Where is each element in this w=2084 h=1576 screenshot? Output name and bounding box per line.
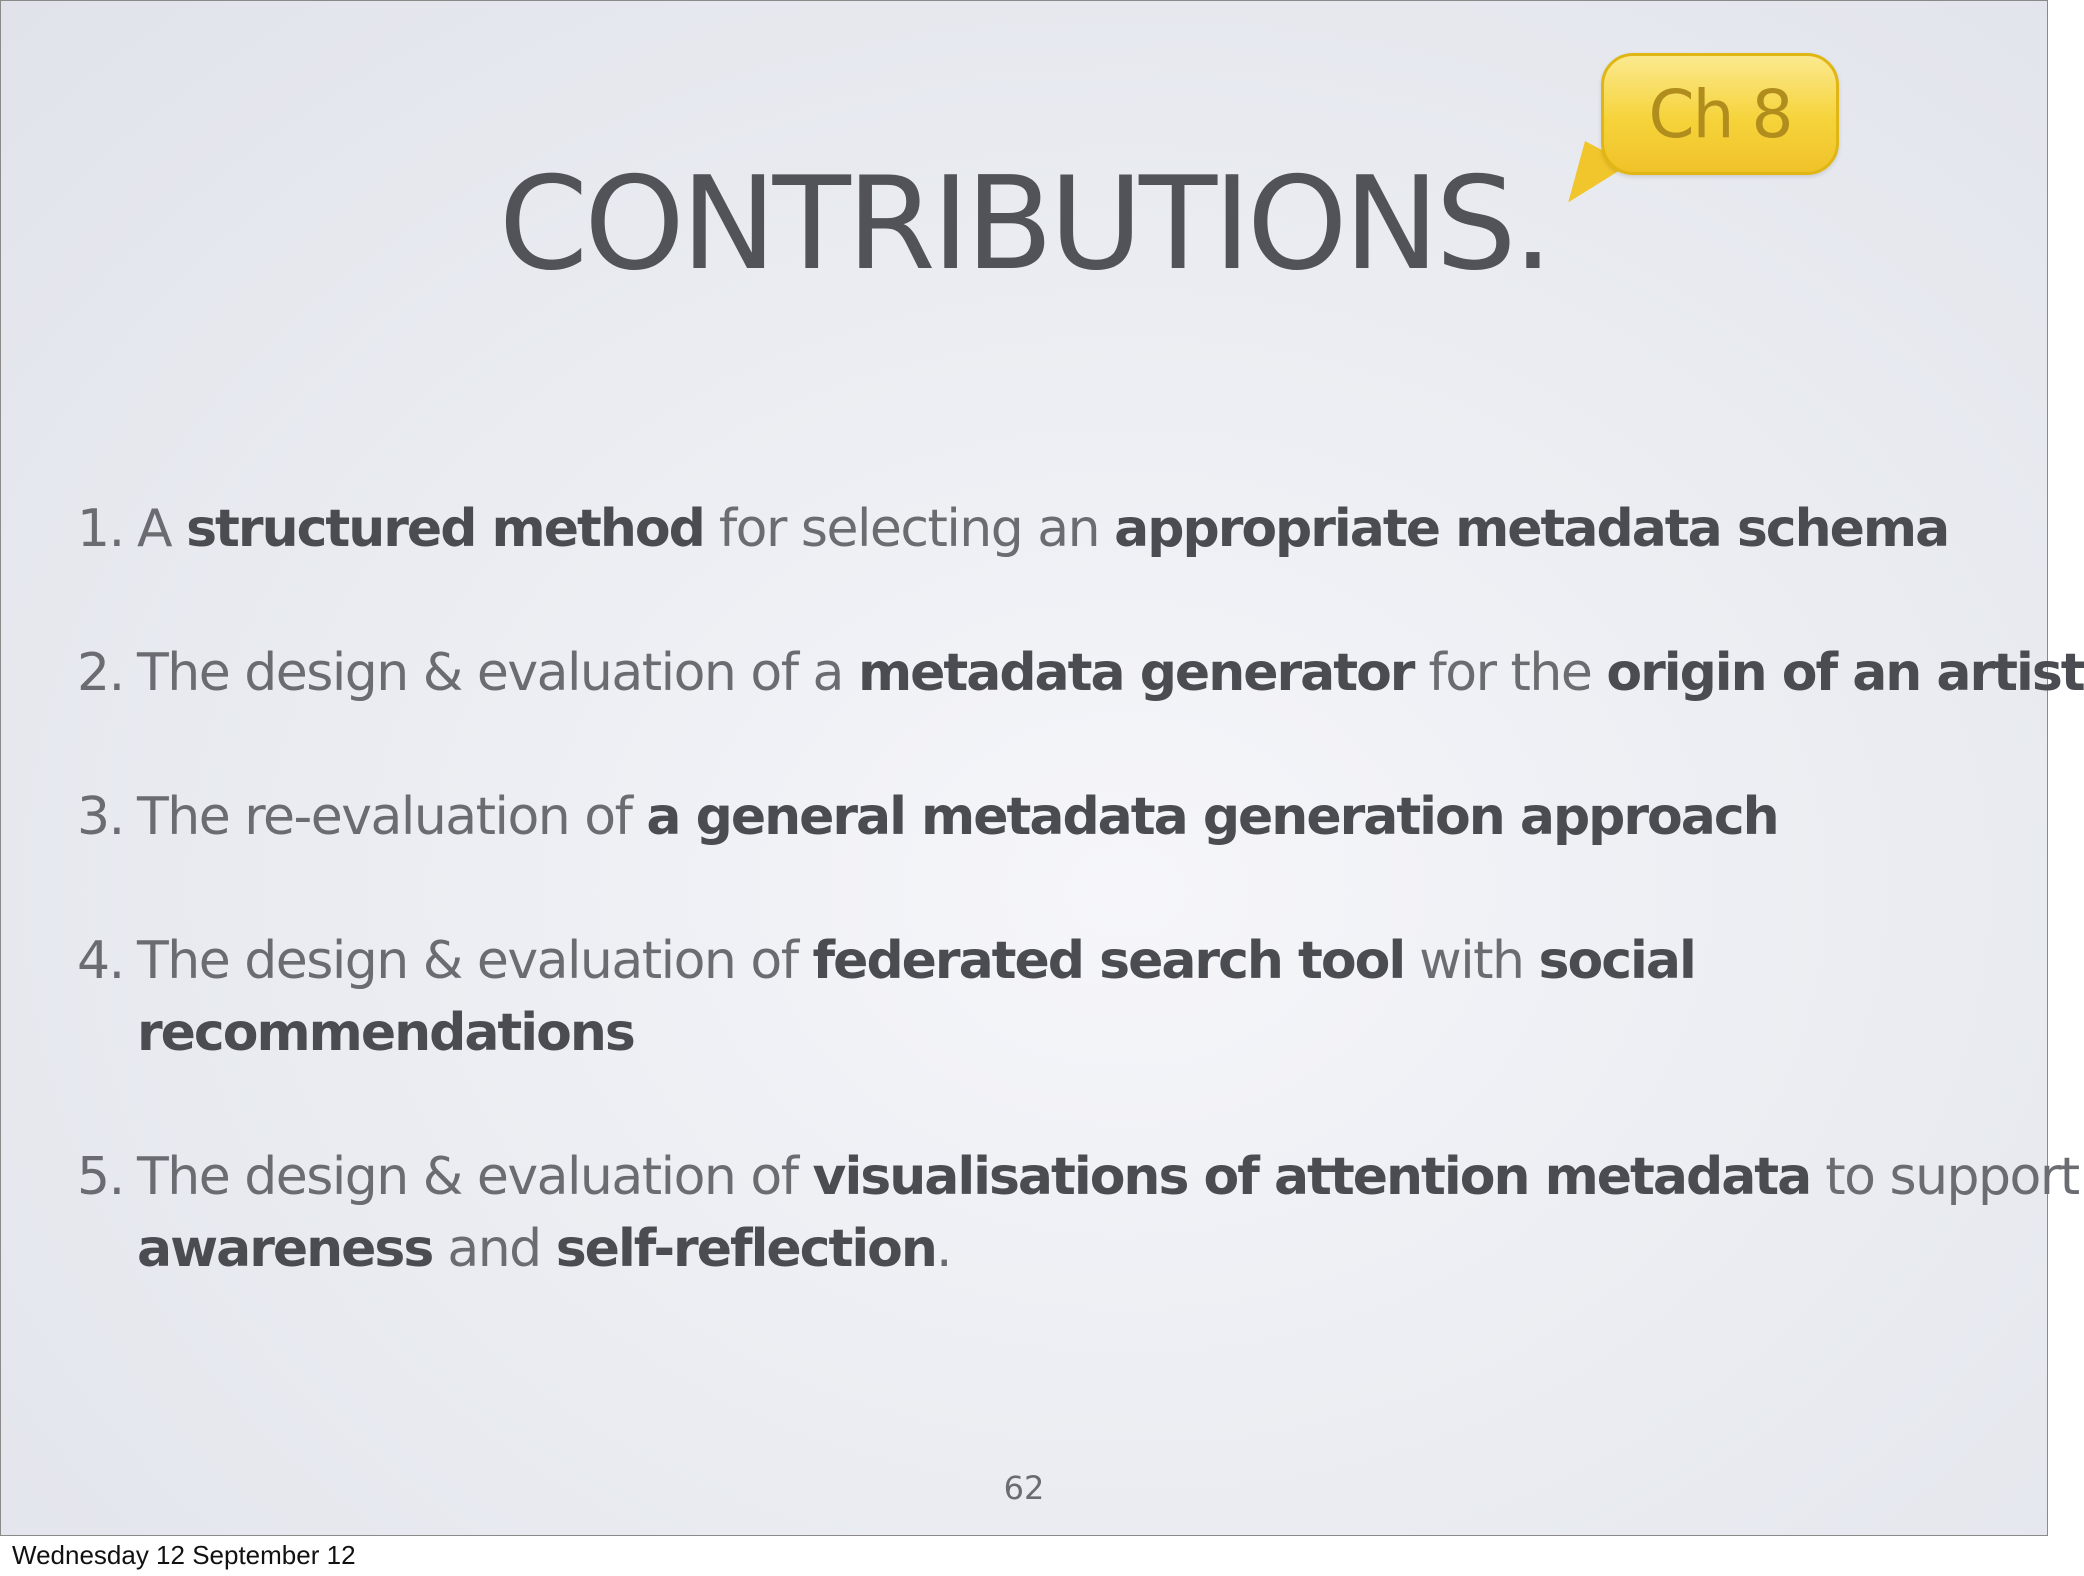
- item-line: [137, 997, 2017, 1069]
- text-run-bold: origin of an artist: [1606, 643, 2084, 703]
- list-item: [77, 1141, 2079, 1285]
- item-number: 3.: [77, 787, 124, 847]
- slide-title: CONTRIBUTIONS.: [498, 150, 1550, 299]
- text-run: The design & evaluation of: [137, 1147, 813, 1207]
- footer-date: Wednesday 12 September 12: [12, 1540, 356, 1570]
- text-run-bold: a general metadata generation approach: [646, 787, 1778, 847]
- text-run: with: [1404, 931, 1539, 991]
- text-run: .: [935, 1219, 951, 1279]
- text-run-bold: federated search tool: [812, 931, 1405, 991]
- text-run: for selecting an: [703, 499, 1115, 559]
- list-item: [77, 781, 2017, 853]
- text-run: A: [137, 499, 187, 559]
- text-run-bold: appropriate metadata schema: [1114, 499, 1949, 559]
- item-line: [137, 493, 2017, 565]
- item-line: [137, 781, 2017, 853]
- text-run-bold: awareness: [137, 1219, 433, 1279]
- item-number: 1.: [77, 499, 124, 559]
- text-run-bold: social: [1538, 931, 1695, 991]
- text-run: and: [432, 1219, 556, 1279]
- text-run-bold: self-reflection: [555, 1219, 936, 1279]
- text-run-bold: structured method: [186, 499, 704, 559]
- chapter-callout-label: Ch 8: [1648, 75, 1792, 153]
- text-run-bold: recommendations: [137, 1003, 634, 1063]
- text-run-bold: metadata generator: [857, 643, 1414, 703]
- list-item: [77, 493, 2017, 565]
- list-item: [77, 637, 2084, 709]
- text-run: to support: [1810, 1147, 2079, 1207]
- page-number: 62: [1003, 1469, 1045, 1507]
- text-run: for the: [1413, 643, 1607, 703]
- chapter-callout: [1601, 53, 1839, 175]
- item-line: [137, 637, 2084, 709]
- text-run: The design & evaluation of a: [137, 643, 858, 703]
- item-number: 4.: [77, 931, 124, 991]
- text-run: The design & evaluation of: [137, 931, 813, 991]
- text-run: The re-evaluation of: [137, 787, 647, 847]
- contributions-list: [77, 493, 2084, 1285]
- item-line: [137, 925, 2017, 997]
- item-line: [137, 1141, 2079, 1213]
- item-line: [137, 1213, 2017, 1285]
- list-item: [77, 925, 2017, 1069]
- item-number: 2.: [77, 643, 124, 703]
- text-run-bold: visualisations of attention metadata: [812, 1147, 1811, 1207]
- item-number: 5.: [77, 1147, 124, 1207]
